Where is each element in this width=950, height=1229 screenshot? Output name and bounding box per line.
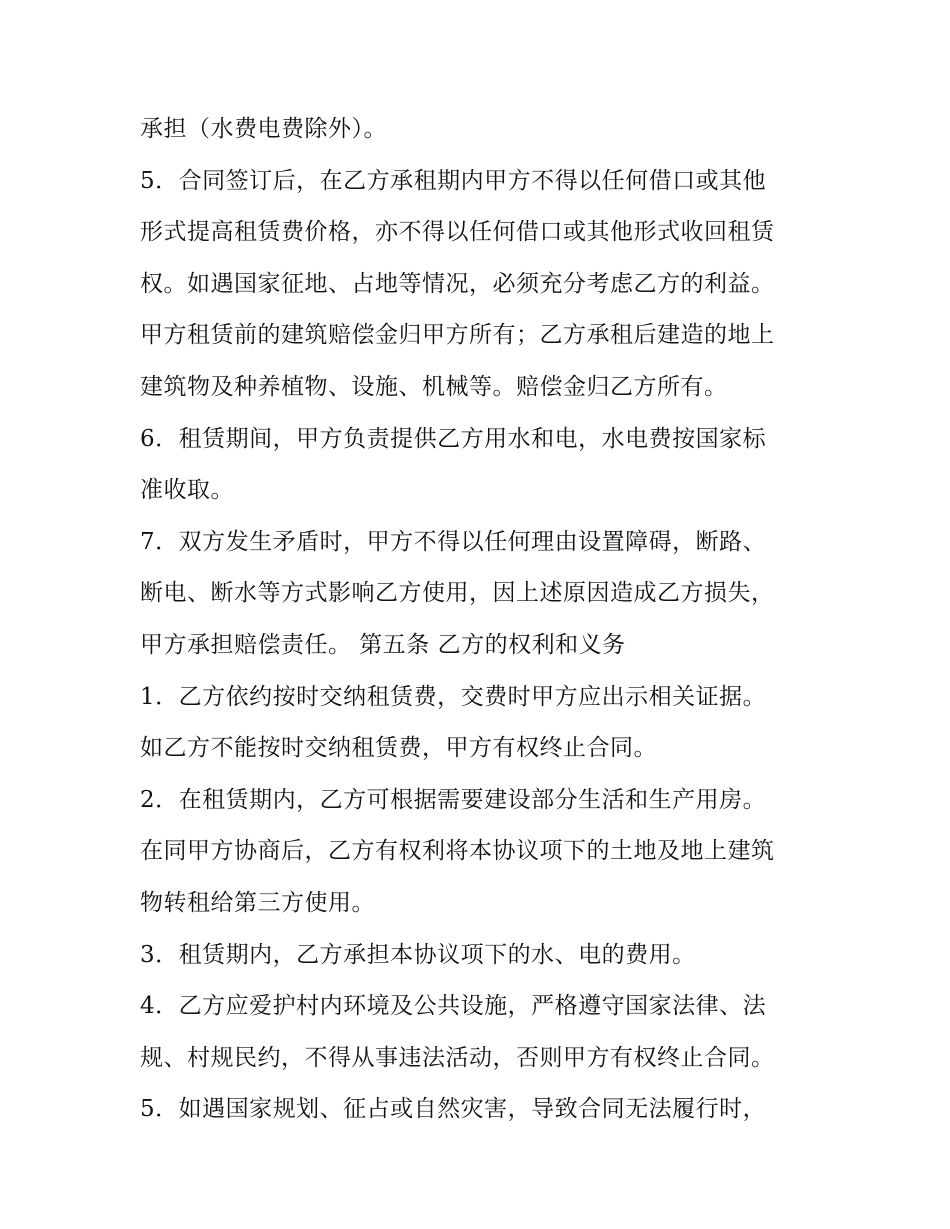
text-line: 3．租赁期内，乙方承担本协议项下的水、电的费用。 — [140, 941, 696, 968]
text-line: 5．合同签订后，在乙方承租期内甲方不得以任何借口或其他 — [140, 167, 767, 194]
text-line: 在同甲方协商后，乙方有权利将本协议项下的土地及地上建筑 — [140, 838, 775, 865]
text-line: 形式提高租赁费价格，亦不得以任何借口或其他形式收回租赁 — [140, 219, 775, 246]
text-line: 4．乙方应爱护村内环境及公共设施，严格遵守国家法律、法 — [140, 993, 767, 1020]
contract-text — [140, 104, 830, 1136]
text-line: 准收取。 — [140, 477, 234, 504]
text-line: 2．在租赁期内，乙方可根据需要建设部分生活和生产用房。 — [140, 786, 767, 813]
text-line: 6．租赁期间，甲方负责提供乙方用水和电，水电费按国家标 — [140, 425, 767, 452]
text-line: 规、村规民约，不得从事违法活动，否则甲方有权终止合同。 — [140, 1044, 775, 1071]
text-line: 5．如遇国家规划、征占或自然灾害，导致合同无法履行时， — [140, 1096, 767, 1123]
text-line: 物转租给第三方使用。 — [140, 889, 375, 916]
text-line: 建筑物及种养植物、设施、机械等。赔偿金归乙方所有。 — [140, 373, 728, 400]
text-line: 甲方租赁前的建筑赔偿金归甲方所有；乙方承租后建造的地上 — [140, 322, 775, 349]
text-line: 断电、断水等方式影响乙方使用，因上述原因造成乙方损失， — [140, 580, 775, 607]
text-line: 权。如遇国家征地、占地等情况，必须充分考虑乙方的利益。 — [140, 270, 775, 297]
text-line: 1．乙方依约按时交纳租赁费，交费时甲方应出示相关证据。 — [140, 683, 767, 710]
text-line: 如乙方不能按时交纳租赁费，甲方有权终止合同。 — [140, 735, 657, 762]
text-line: 7．双方发生矛盾时，甲方不得以任何理由设置障碍，断路、 — [140, 528, 767, 555]
text-line: 承担（水费电费除外）。 — [140, 116, 387, 142]
text-line: 甲方承担赔偿责任。 第五条 乙方的权利和义务 — [140, 631, 626, 658]
